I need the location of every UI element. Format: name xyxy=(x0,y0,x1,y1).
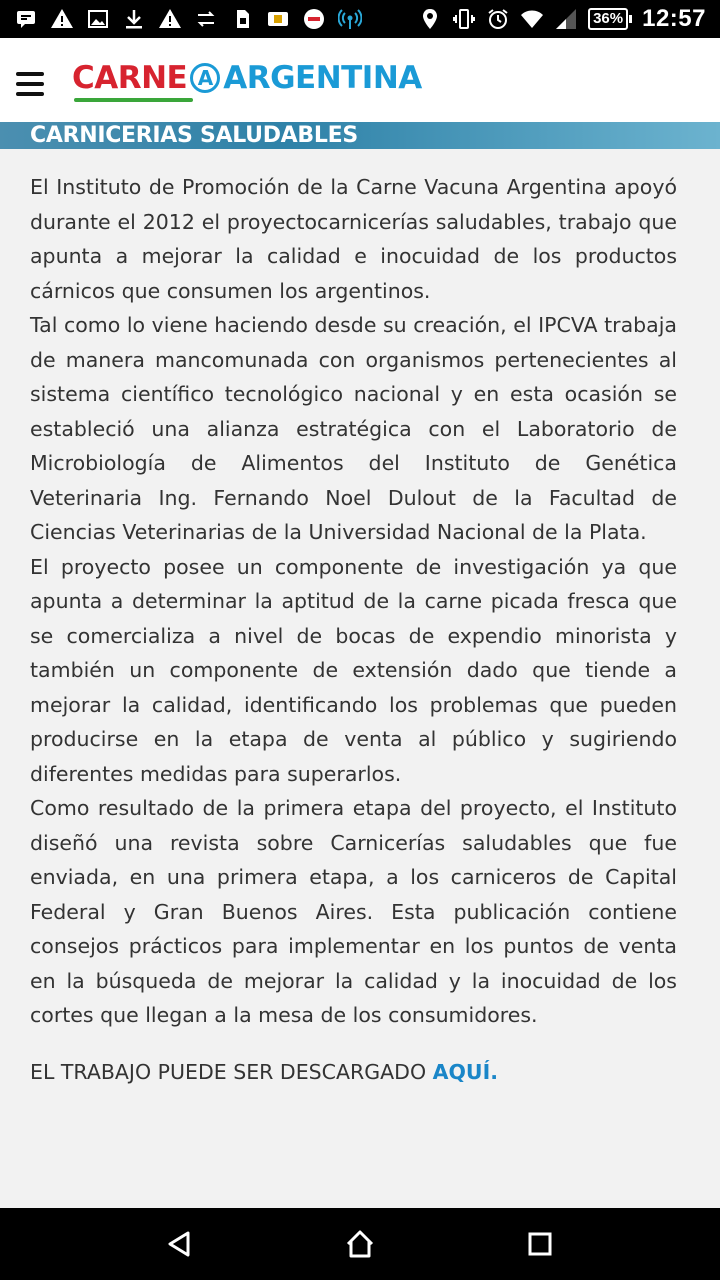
download-line xyxy=(30,1055,677,1090)
download-icon xyxy=(122,7,146,31)
menu-line xyxy=(16,92,44,96)
logo-word-carne: CARNE xyxy=(72,60,188,96)
site-logo[interactable] xyxy=(72,56,422,100)
sync-icon xyxy=(194,7,218,31)
menu-line xyxy=(16,72,44,76)
section-header xyxy=(0,122,720,149)
logo-word-argentina: ARGENTINA xyxy=(223,60,422,96)
location-icon xyxy=(418,7,442,31)
app-badge-icon xyxy=(302,7,326,31)
recents-button[interactable] xyxy=(522,1226,558,1262)
alarm-icon xyxy=(486,7,510,31)
battery-indicator xyxy=(588,8,632,30)
logo-a-circle: A xyxy=(190,63,220,93)
status-bar xyxy=(0,0,720,38)
battery-level: 36% xyxy=(588,8,628,30)
recents-icon xyxy=(524,1228,556,1260)
clock: 12:57 xyxy=(642,5,706,32)
vibrate-icon xyxy=(452,7,476,31)
menu-icon[interactable] xyxy=(16,72,44,96)
signal-icon xyxy=(554,7,578,31)
message-icon xyxy=(14,7,38,31)
home-icon xyxy=(344,1228,376,1260)
back-button[interactable] xyxy=(162,1226,198,1262)
article-paragraph: El Instituto de Promoción de la Carne Vacuna Argentina apoyó durante el 2012 el proyectocarnicerías saludables, trabajo que apunta a mejorar la calidad e inocuidad de los productos cárnicos que consumen los argentinos. xyxy=(30,175,677,303)
wifi-icon xyxy=(520,7,544,31)
article-paragraph: Como resultado de la primera etapa del proyecto, el Instituto diseñó una revista sobre Carnicerías saludables que fue enviada, en una primera etapa, a los carniceros de Capital Federal y Gran Buenos Aires. Esta publicación contiene consejos prácticos para implementar en los puntos de venta en la búsqueda de mejorar la calidad y la inocuidad de los cortes que llegan a la mesa de los consumidores. xyxy=(30,796,677,1027)
download-link[interactable]: AQUÍ. xyxy=(432,1059,498,1084)
hotspot-icon xyxy=(338,7,362,31)
app-badge-icon xyxy=(266,7,290,31)
battery-tip xyxy=(629,15,632,23)
warning-icon xyxy=(158,7,182,31)
menu-line xyxy=(16,82,44,86)
app-header xyxy=(0,38,720,122)
article-paragraph: El proyecto posee un componente de investigación ya que apunta a determinar la aptitud de la carne picada fresca que se comercializa a nivel de bocas de expendio minorista y también un componente de extensión dado que tiende a mejorar la calidad, identificando los problemas que pueden producirse en la etapa de venta al público y sugiriendo diferentes medidas para superarlos. xyxy=(30,554,677,786)
warning-icon xyxy=(50,7,74,31)
download-text: EL TRABAJO PUEDE SER DESCARGADO xyxy=(30,1059,433,1084)
home-button[interactable] xyxy=(342,1226,378,1262)
section-title: CARNICERIAS SALUDABLES xyxy=(30,123,358,148)
back-icon xyxy=(164,1228,196,1260)
image-icon xyxy=(86,7,110,31)
navigation-bar xyxy=(0,1208,720,1280)
sim-icon xyxy=(230,7,254,31)
system-icons xyxy=(418,4,706,34)
article-paragraph: Tal como lo viene haciendo desde su creación, el IPCVA trabaja de manera mancomunada con organismos pertenecientes al sistema científico tecnológico nacional y en esta ocasión se estableció una alianza estratégica con el Laboratorio de Microbiología de Alimentos del Instituto de Genética Veterinaria Ing. Fernando Noel Dulout de la Facultad de Ciencias Veterinarias de la Universidad Nacional de la Plata. xyxy=(30,313,677,544)
notification-icons xyxy=(14,6,362,32)
article-body xyxy=(30,170,677,1089)
